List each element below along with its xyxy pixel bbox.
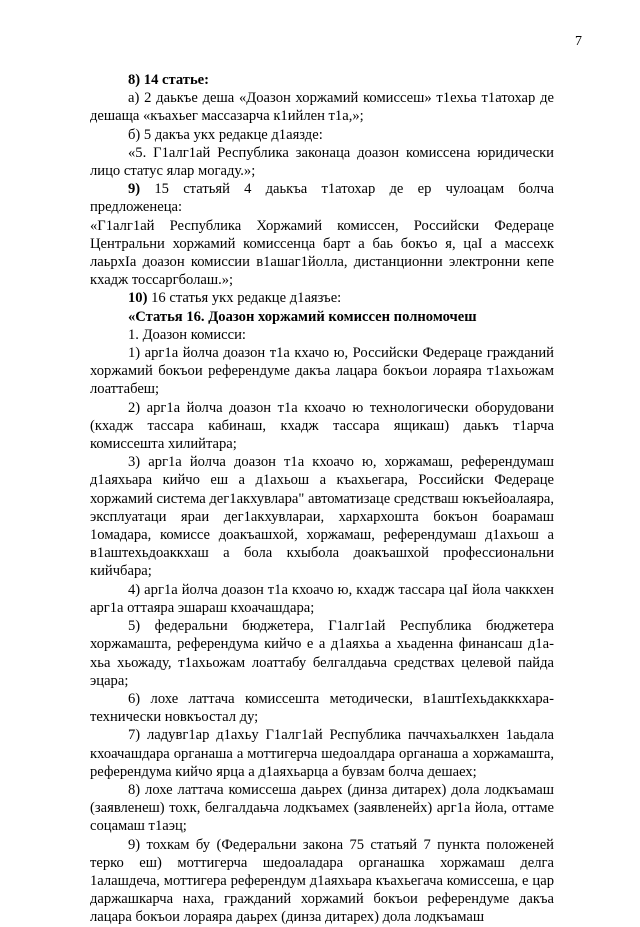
paragraph-text: 8) лохе латтача комиссеша даьрех (динза дитарех) дола лодкъамаш (заявленеш) тохк, белгалдаьча лодкъамех (заявленейх) арг1а йола, оттаме соцамаш т1аэц;: [90, 781, 554, 835]
paragraph-text: 2) арг1а йолча доазон т1а кхоачо ю технологически оборудовани (кхадж тассара кабинаш, кхадж тассара ящикаш) даькъ т1арча комиссешта хилийтара;: [90, 399, 554, 453]
paragraph: [90, 690, 554, 726]
paragraph-text: «5. Г1алг1ай Республика законаца доазон комиссена юридически лицо статус ялар могаду.»;: [90, 144, 554, 180]
paragraph-text: 1) арг1а йолча доазон т1а кхачо ю, Российски Федераце гражданий хоржамий бокъои референдуме дакъа лацара бокъои лораяра т1ахьожам лоаттабеш;: [90, 345, 554, 398]
paragraph-text: 15 статьяй 4 даькъа т1атохар де ер чулоацам болча предложенеца:: [90, 181, 554, 216]
paragraph: [90, 836, 554, 927]
paragraph: [90, 726, 554, 781]
paragraph-text: 6) лохе латтача комиссешта методически, в1аштIехьдакккхара-технически новкъостал ду;: [90, 690, 554, 726]
item-number: 10): [128, 290, 148, 307]
section-heading: [90, 71, 554, 89]
paragraph: [90, 399, 554, 454]
paragraph-text: 9) тохкам бу (Федеральни закона 75 статьяй 7 пункта положеней терко еш) моттигерча шедоаладара органашка хоржамаш делга 1алашдеча, моттигера референдум д1аяхьара къахьегача комиссеша, е цар даржашкарча наха, гражданий хоржамий бокъои референдуме дакъа лацара бокъои лораяра даьрех (динза дитарех) дола лодкъамаш: [90, 836, 554, 926]
paragraph-text: «Г1алг1ай Республика Хоржамий комиссен, Российски Федераце Центральни хоржамий комиссенца барт а баь бокъо я, цаI а массехк лаьрхIа доазон комиссии в1ашаг1йолла, дистанционни электронни кепе кхадж тоссаргболаш.»;: [90, 217, 554, 289]
paragraph-text: 4) арг1а йолча доазон т1а кхоачо ю, кхадж тассара цаI йола чаккхен арг1а оттаяра эшараш кхоачашдара;: [90, 581, 554, 616]
section-heading: [90, 308, 554, 326]
paragraph-text: а) 2 даькъе деша «Доазон хоржамий комиссеш» т1ехьа т1атохар де дешаща «къахьег массазарча к1ийлен т1а,»;: [90, 90, 554, 125]
paragraph: [90, 126, 554, 144]
paragraph: [90, 581, 554, 617]
paragraph-text: 8) 14 статье:: [128, 72, 210, 88]
paragraph: [90, 144, 554, 180]
paragraph-text: б) 5 дакъа укх редакце д1аязде:: [128, 126, 323, 143]
paragraph: [90, 344, 554, 399]
paragraph: [90, 617, 554, 690]
paragraph-text: 16 статья укх редакце д1аязъе:: [147, 290, 342, 307]
paragraph: [90, 89, 554, 125]
paragraph: [90, 289, 554, 307]
paragraph-text: «Статья 16. Доазон хоржамий комиссен полномочеш: [128, 308, 477, 325]
paragraph: [90, 217, 554, 290]
paragraph-text: 7) ладувг1ар д1ахьу Г1алг1ай Республика паччахьалкхен 1аьдала кхоачашдара органаша а моттигерча шедоалдара органаша а хоржамашта, референдума кийчо ярца а д1аяхьарца а бувзам болча дешаех;: [90, 727, 554, 780]
paragraph: [90, 180, 554, 216]
paragraph-text: 1. Доазон комисси:: [128, 326, 246, 343]
paragraph: [90, 453, 554, 580]
page-number: 7: [575, 34, 582, 49]
paragraph-text: 3) арг1а йолча доазон т1а кхоачо ю, хоржамаш, референдумаш д1аяхьара кийчо еш а д1ахьош а къахьегара, Российски Федераце хоржамий система дег1акхувлара" автоматизаце средстваш юкъейоалаяра, эксплуатаци яраи дег1акхувлараи, хархархошта бокъон боарамаш 1омадара, комиссе доакъашхой, хоржамаш, референдумаш д1ахьош а в1аштехьдоаккхаш а бола кхыбола доакъашхой профессиональни кийчбара;: [90, 454, 554, 580]
item-number: 9): [128, 181, 141, 198]
paragraph: [90, 781, 554, 836]
paragraph-text: 5) федеральни бюджетера, Г1алг1ай Республика бюджетера хоржамашта, референдума кийчо е а д1аяхьа а хьаденна финансаш д1а-хьа хьожаду, т1ахьожам лоаттабу белгалдаьча средствах целевой пайда эцара;: [90, 618, 554, 689]
document-body: [90, 71, 554, 927]
paragraph: [90, 326, 554, 344]
